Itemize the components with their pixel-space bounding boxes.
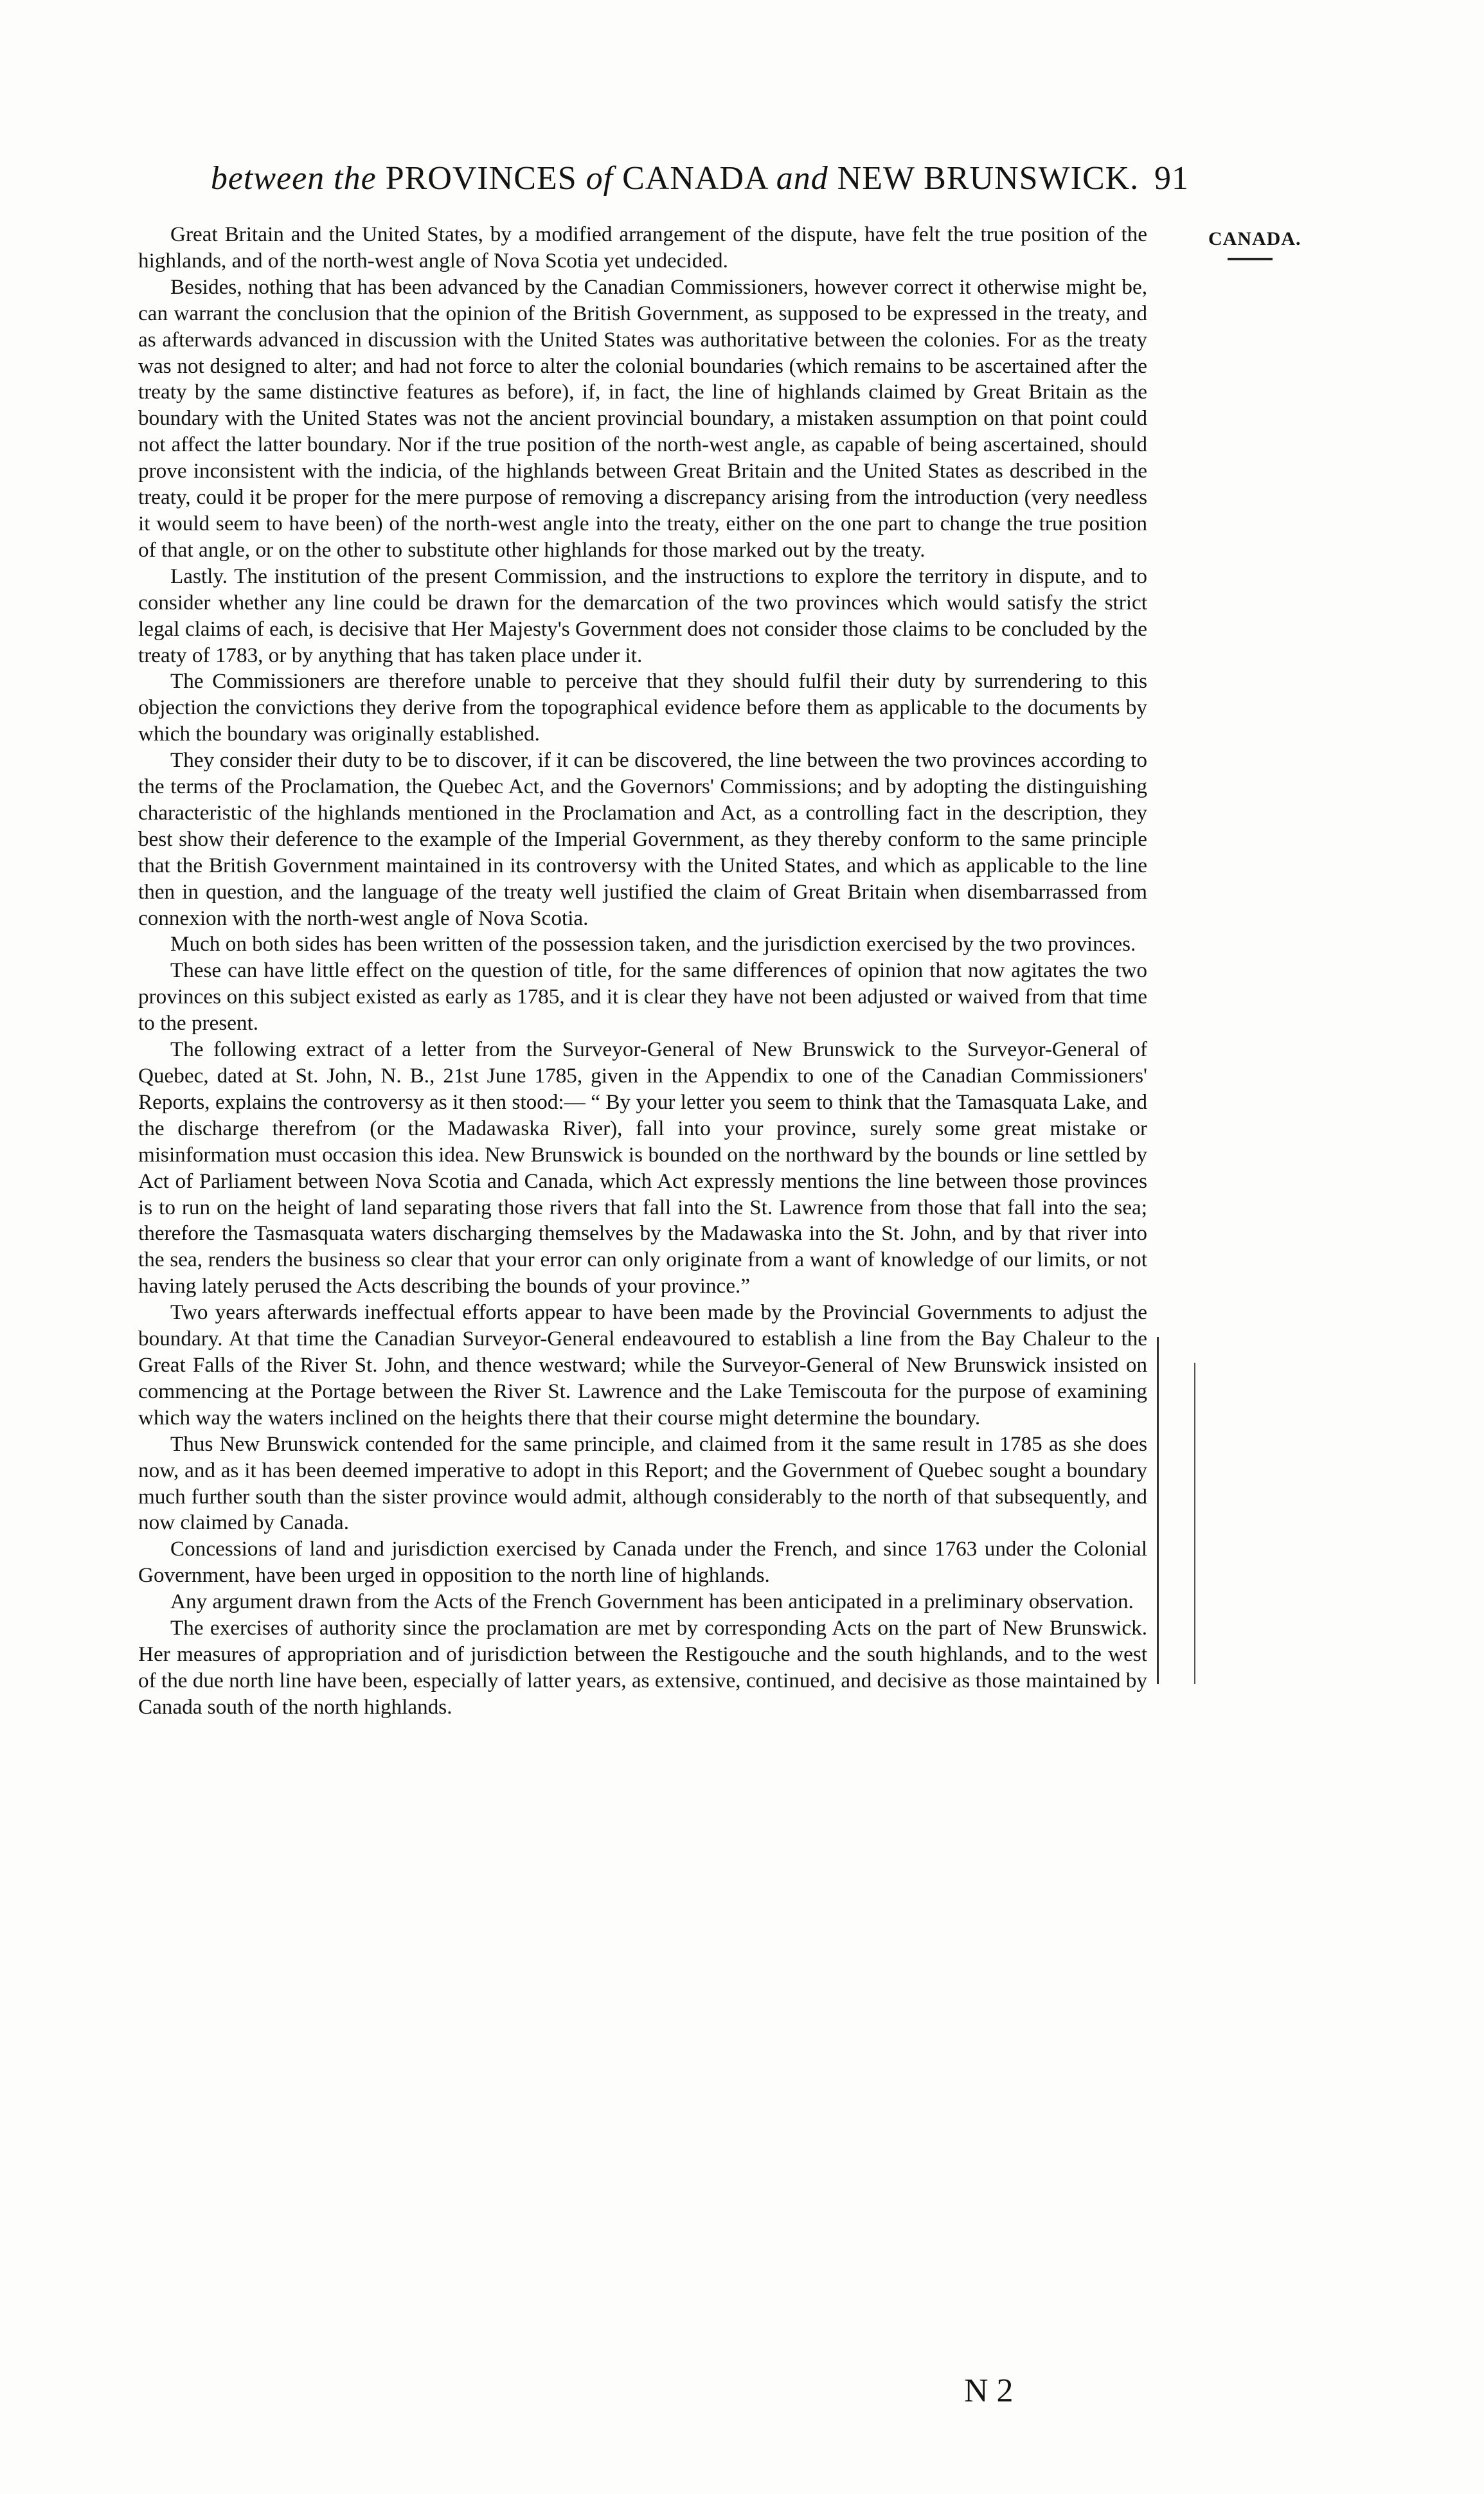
- signature-mark: N 2: [964, 2373, 1014, 2409]
- header-canada: CANADA: [622, 160, 767, 197]
- quotation-margin-line-secondary: [1194, 1363, 1198, 1684]
- paragraph: They consider their duty to be to discover, if it can be discovered, the line between the two provinces according to the terms of the Proclamation, the Quebec Act, and the Governors' Commissions; and by adopting the distinguishing characteristic of the highlands mentioned in the Proclamation and Act, as a controlling fact in the description, they best show their deference to the example of the Imperial Government, as they thereby conform to the same principle that the British Government maintained in its controversy with the United States, and which as applicable to the line then in question, and the language of the treaty well justified the claim of Great Britain when disembarrassed from connexion with the north-west angle of Nova Scotia.: [138, 748, 1147, 930]
- header-provinces: PROVINCES: [385, 160, 577, 197]
- margin-note-rule: [1228, 258, 1273, 260]
- margin-note-label: CANADA.: [1208, 228, 1301, 249]
- paragraph: These can have little effect on the question of title, for the same differences of opinion that now agitates the two provinces on this subject existed as early as 1785, and it is clear they have not been adjusted or waived from that time to the present.: [138, 958, 1147, 1036]
- paragraph: The Commissioners are therefore unable to perceive that they should fulfil their duty by surrendering to this objection the convictions they derive from the topographical evidence before them as applicable to the documents by which the boundary was originally established.: [138, 669, 1147, 746]
- paragraph: Thus New Brunswick contended for the same principle, and claimed from it the same result in 1785 as she does now, and as it has been deemed imperative to adopt in this Report; and the Government of Quebec sought a boundary much further south than the sister province would admit, although considerably to the north of that subsequently, and now claimed by Canada.: [138, 1431, 1147, 1535]
- margin-note: [1208, 228, 1301, 260]
- paragraph: Two years afterwards ineffectual efforts appear to have been made by the Provincial Governments to adjust the boundary. At that time the Canadian Surveyor-General endeavoured to establish a line from the Bay Chaleur to the Great Falls of the River St. John, and thence westward; while the Surveyor-General of New Brunswick insisted on commencing at the Portage between the River St. Lawrence and the Lake Temiscouta for the purpose of examining which way the waters inclined on the heights there that their course might determine the boundary.: [138, 1300, 1147, 1430]
- paragraph: Besides, nothing that has been advanced by the Canadian Commissioners, however correct it otherwise might be, can warrant the conclusion that the opinion of the British Government, as supposed to be expressed in the treaty, and as afterwards advanced in discussion with the United States was authoritative between the colonies. For as the treaty was not designed to alter; and had not force to alter the colonial boundaries (which remains to be ascertained after the treaty by the same distinctive features as before), if, in fact, the line of highlands claimed by Great Britain as the boundary with the United States was not the ancient provincial boundary, a mistaken assumption on that point could not affect the latter boundary. Nor if the true position of the north-west angle, as capable of being ascertained, should prove inconsistent with the indicia, of the highlands between Great Britain and the United States as described in the treaty, could it be proper for the mere purpose of removing a discrepancy arising from the introduction (very needless it would seem to have been) of the north-west angle into the treaty, either on the one part to change the true position of that angle, or on the other to substitute other highlands for those marked out by the treaty.: [138, 274, 1147, 562]
- paragraph: Concessions of land and jurisdiction exercised by Canada under the French, and since 1763 under the Colonial Government, have been urged in opposition to the north line of highlands.: [138, 1537, 1147, 1588]
- paragraph: Lastly. The institution of the present Commission, and the instructions to explore the territory in dispute, and to consider whether any line could be drawn for the demarcation of the two provinces which would satisfy the strict legal claims of each, is decisive that Her Majesty's Government does not consider those claims to be concluded by the treaty of 1783, or by anything that has taken place under it.: [138, 564, 1147, 667]
- page-number: 91: [1154, 160, 1189, 197]
- header-and: and: [776, 160, 828, 197]
- running-header: [180, 159, 1189, 197]
- paragraph: Any argument drawn from the Acts of the French Government has been anticipated in a preliminary observation.: [170, 1590, 1134, 1614]
- header-prefix: between the: [210, 160, 377, 197]
- header-of: of: [586, 160, 614, 197]
- header-new-brunswick: NEW BRUNSWICK.: [837, 160, 1140, 197]
- quotation-margin-line: [1157, 1337, 1161, 1684]
- paragraph: Much on both sides has been written of the possession taken, and the jurisdiction exercised by the two provinces.: [170, 932, 1136, 956]
- body-text: [138, 222, 1147, 1721]
- paragraph: Great Britain and the United States, by a modified arrangement of the dispute, have felt the true position of the highlands, and of the north-west angle of Nova Scotia yet undecided.: [138, 222, 1147, 273]
- paragraph: The following extract of a letter from the Surveyor-General of New Brunswick to the Surveyor-General of Quebec, dated at St. John, N. B., 21st June 1785, given in the Appendix to one of the Canadian Commissioners' Reports, explains the controversy as it then stood:— “ By your letter you seem to think that the Tamasquata Lake, and the discharge therefrom (or the Madawaska River), fall into your province, surely some great mistake or misinformation must occasion this idea. New Brunswick is bounded on the northward by the bounds or line settled by Act of Parliament between Nova Scotia and Canada, which Act expressly mentions the line between those provinces is to run on the height of land separating those rivers that fall into the St. Lawrence from those that fall into the sea; therefore the Tasmasquata waters discharging themselves by the Madawaska into the St. John, and by that river into the sea, renders the business so clear that your error can only originate from a want of knowledge of our limits, or not having lately perused the Acts describing the bounds of your province.”: [138, 1037, 1147, 1298]
- paragraph: The exercises of authority since the proclamation are met by corresponding Acts on the part of New Brunswick. Her measures of appropriation and of jurisdiction between the Restigouche and the south highlands, and to the west of the due north line have been, especially of latter years, as extensive, continued, and decisive as those maintained by Canada south of the north highlands.: [138, 1616, 1147, 1719]
